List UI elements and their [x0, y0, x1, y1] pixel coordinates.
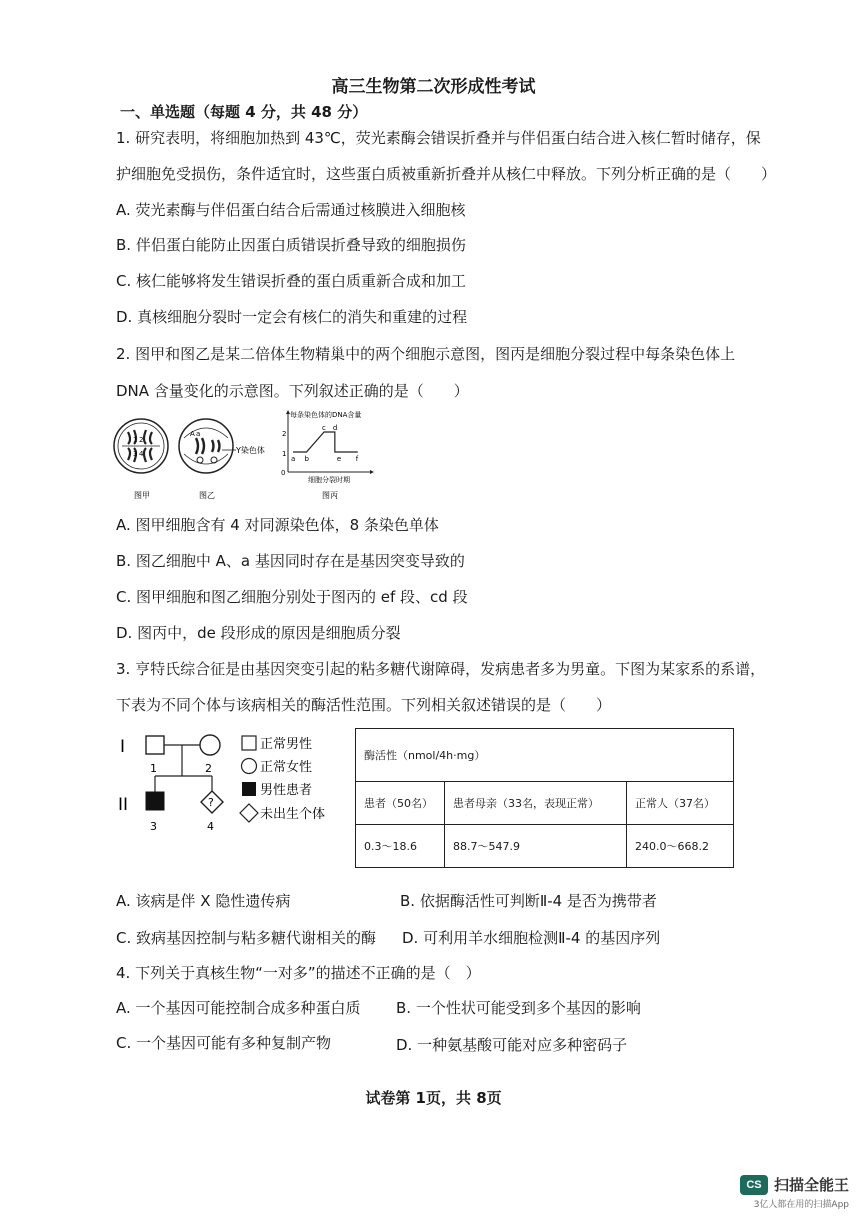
jia-num-4: 4	[139, 450, 144, 458]
q3-option-d: D. 可利用羊水细胞检测Ⅱ-4 的基因序列	[402, 929, 661, 947]
chart-bing	[281, 410, 374, 500]
gene-a: a	[196, 430, 201, 438]
q2-option-c: C. 图甲细胞和图乙细胞分别处于图丙的 ef 段、cd 段	[116, 588, 468, 606]
legend-patient-icon	[242, 782, 256, 796]
q1-option-b: B. 伴侣蛋白能防止因蛋白质错误折叠导致的细胞损伤	[116, 236, 466, 254]
chart-tick-2: 2	[282, 430, 287, 438]
q4-option-b: B. 一个性状可能受到多个基因的影响	[396, 999, 641, 1017]
q3-option-c: C. 致病基因控制与粘多糖代谢相关的酶	[116, 929, 377, 947]
q2-figures	[110, 408, 400, 504]
q1-option-c: C. 核仁能够将发生错误折叠的蛋白质重新合成和加工	[116, 272, 467, 290]
q2-option-a: A. 图甲细胞含有 4 对同源染色体，8 条染色单体	[116, 516, 439, 534]
cell-jia	[114, 419, 168, 500]
q3-option-a: A. 该病是伴 X 隐性遗传病	[116, 892, 291, 910]
val-patient: 0.3～18.6	[356, 825, 445, 868]
unknown-mark: ?	[208, 796, 214, 809]
q2-option-b: B. 图乙细胞中 A、a 基因同时存在是基因突变导致的	[116, 552, 465, 570]
q4-stem: 4. 下列关于真核生物“一对多”的描述不正确的是（ ）	[116, 964, 481, 982]
legend-unborn-icon	[240, 804, 258, 822]
chart-origin: 0	[281, 469, 286, 477]
q1-stem-line1: 1. 研究表明，将细胞加热到 43℃，荧光素酶会错误折叠并与伴侣蛋白结合进入核仁暂时储存，保	[116, 129, 761, 147]
pedigree	[116, 730, 346, 838]
individual-I-1	[146, 736, 164, 754]
y-chromosome-label: Y染色体	[236, 446, 265, 455]
chart-point-label-f: f	[355, 455, 359, 463]
gen-2-label: II	[118, 795, 129, 815]
chart-xlabel: 细胞分裂时期	[308, 476, 350, 484]
watermark-app-name: 扫描全能王	[773, 1176, 849, 1194]
individual-II-4-number: 4	[207, 820, 214, 833]
chart-point-label-e: e	[336, 455, 342, 463]
individual-I-1-number: 1	[150, 762, 157, 775]
chart-point-label-b: b	[304, 455, 309, 463]
enzyme-activity-table	[355, 728, 734, 868]
legend-patient: 男性患者	[260, 783, 313, 798]
chart-series-line	[293, 432, 358, 452]
legend-female: 正常女性	[260, 760, 313, 775]
jia-num-1: 1	[133, 436, 138, 444]
col-patient: 患者（50名）	[356, 782, 445, 825]
page-footer: 试卷第 1页，共 8页	[365, 1089, 502, 1107]
q2-option-d: D. 图丙中，de 段形成的原因是细胞质分裂	[116, 624, 401, 642]
gene-A: A	[190, 430, 195, 438]
individual-I-2	[200, 735, 220, 755]
q2-stem-line1: 2. 图甲和图乙是某二倍体生物精巢中的两个细胞示意图，图丙是细胞分裂过程中每条染色体上	[116, 345, 736, 363]
q3-stem-line1: 3. 亨特氏综合征是由基因突变引起的粘多糖代谢障碍，发病患者多为男童。下图为某家系的系谱，	[116, 660, 766, 678]
q4-option-d: D. 一种氨基酸可能对应多种密码子	[396, 1036, 628, 1054]
cell-yi	[179, 419, 265, 500]
q4-option-a: A. 一个基因可能控制合成多种蛋白质	[116, 999, 361, 1017]
chart-tick-1: 1	[282, 450, 287, 458]
individual-II-3-number: 3	[150, 820, 157, 833]
q2-stem-line2: DNA 含量变化的示意图。下列叙述正确的是（ ）	[116, 382, 469, 400]
label-yi: 图乙	[199, 491, 215, 500]
legend-male-icon	[242, 736, 256, 750]
val-mother: 88.7～547.9	[445, 825, 627, 868]
q1-stem-line2: 护细胞免受损伤，条件适宜时，这些蛋白质被重新折叠并从核仁中释放。下列分析正确的是（ ）	[116, 165, 777, 183]
scanner-watermark	[740, 1174, 849, 1210]
enzyme-table-header: 酶活性（nmol/4h·mg）	[356, 729, 734, 782]
legend-unborn: 未出生个体	[260, 807, 326, 822]
watermark-tagline: 3亿人都在用的扫描App	[753, 1200, 849, 1210]
q3-option-b: B. 依据酶活性可判断Ⅱ-4 是否为携带者	[400, 892, 657, 910]
legend-male: 正常男性	[260, 737, 313, 752]
col-normal: 正常人（37名）	[627, 782, 734, 825]
chart-point-label-d: d	[332, 424, 338, 432]
label-jia: 图甲	[134, 491, 150, 500]
chart-ylabel: 每条染色体的DNA含量	[290, 411, 362, 419]
chart-point-label-a: a	[291, 455, 296, 463]
gen-1-label: I	[120, 737, 126, 757]
col-mother: 患者母亲（33名，表现正常）	[445, 782, 627, 825]
val-normal: 240.0～668.2	[627, 825, 734, 868]
label-bing: 图丙	[322, 491, 338, 500]
chart-point-label-c: c	[322, 424, 326, 432]
jia-num-3: 3	[133, 450, 138, 458]
individual-II-3	[146, 792, 164, 810]
q3-stem-line2: 下表为不同个体与该病相关的酶活性范围。下列相关叙述错误的是（ ）	[116, 696, 612, 714]
individual-I-2-number: 2	[205, 762, 212, 775]
q1-option-a: A. 荧光素酶与伴侣蛋白结合后需通过核膜进入细胞核	[116, 201, 466, 219]
q1-option-d: D. 真核细胞分裂时一定会有核仁的消失和重建的过程	[116, 308, 468, 326]
section-heading: 一、单选题（每题 4 分，共 48 分）	[120, 103, 368, 121]
camscanner-logo-icon: CS	[740, 1175, 768, 1195]
exam-title: 高三生物第二次形成性考试	[331, 77, 536, 97]
legend-female-icon	[242, 759, 257, 774]
q4-option-c: C. 一个基因可能有多种复制产物	[116, 1034, 332, 1052]
jia-num-2: 2	[139, 436, 144, 444]
